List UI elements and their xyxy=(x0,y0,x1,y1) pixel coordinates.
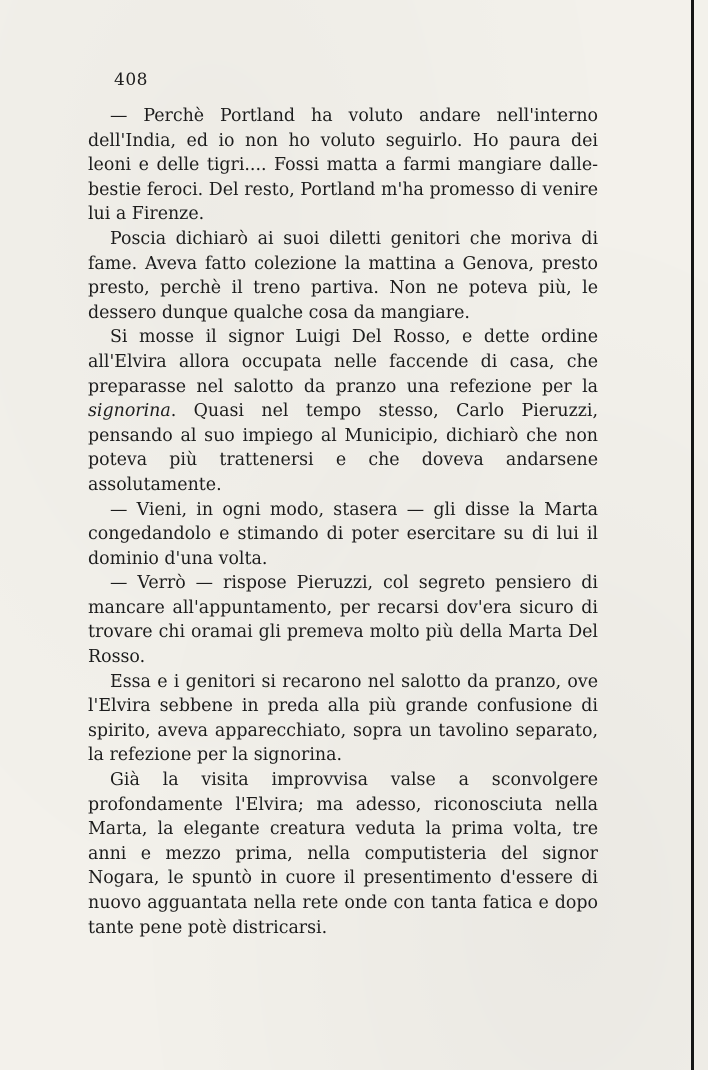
page-number: 408 xyxy=(114,70,148,90)
paragraph-5: — Verrò — rispose Pieruzzi, col segreto pensiero di mancare all'appuntamento, per recarsi dov'era sicuro di trovare chi oramai gli premeva molto più della Marta Del Rosso. xyxy=(88,573,598,668)
page-edge-rule xyxy=(691,0,694,1070)
body-text xyxy=(88,104,598,940)
paragraph-6: Essa e i genitori si recarono nel salotto da pranzo, ove l'Elvira sebbene in preda alla più grande confusione di spirito, aveva apparecchiato, sopra un tavolino separato, la refezione per la signorina. xyxy=(88,671,598,766)
paragraph-4: — Vieni, in ogni modo, stasera — gli disse la Marta congedandolo e stimando di poter esercitare su di lui il dominio d'una volta. xyxy=(88,499,598,569)
paragraph-1: — Perchè Portland ha voluto andare nell'interno dell'India, ed io non ho voluto seguirlo. Ho paura dei leoni e delle tigri.... Fossi matta a farmi mangiare dalle-bestie feroci. Del resto, Portland m'ha promesso di venire lui a Firenze. xyxy=(88,106,598,225)
paragraph-7: Già la visita improvvisa valse a sconvolgere profondamente l'Elvira; ma adesso, riconosciuta nella Marta, la elegante creatura veduta la prima volta, tre anni e mezzo prima, nella computisteria del signor Nogara, le spuntò in cuore il presentimento d'essere di nuovo agguantata nella rete onde con tanta fatica e dopo tante pene potè districarsi. xyxy=(88,770,598,938)
paragraph-2: Poscia dichiarò ai suoi diletti genitori che moriva di fame. Aveva fatto colezione la mattina a Genova, presto presto, perchè il treno partiva. Non ne poteva più, le dessero dunque qualche cosa da mangiare. xyxy=(88,228,598,323)
paragraph-3: Si mosse il signor Luigi Del Rosso, e dette ordine all'Elvira allora occupata nelle faccende di casa, che preparasse nel salotto da pranzo una refezione per la signorina. Quasi nel tempo stesso, Carlo Pieruzzi, pensando al suo impiego al Municipio, dichiarò che non poteva più trattenersi e che doveva andarsene assolutamente. xyxy=(88,327,598,495)
